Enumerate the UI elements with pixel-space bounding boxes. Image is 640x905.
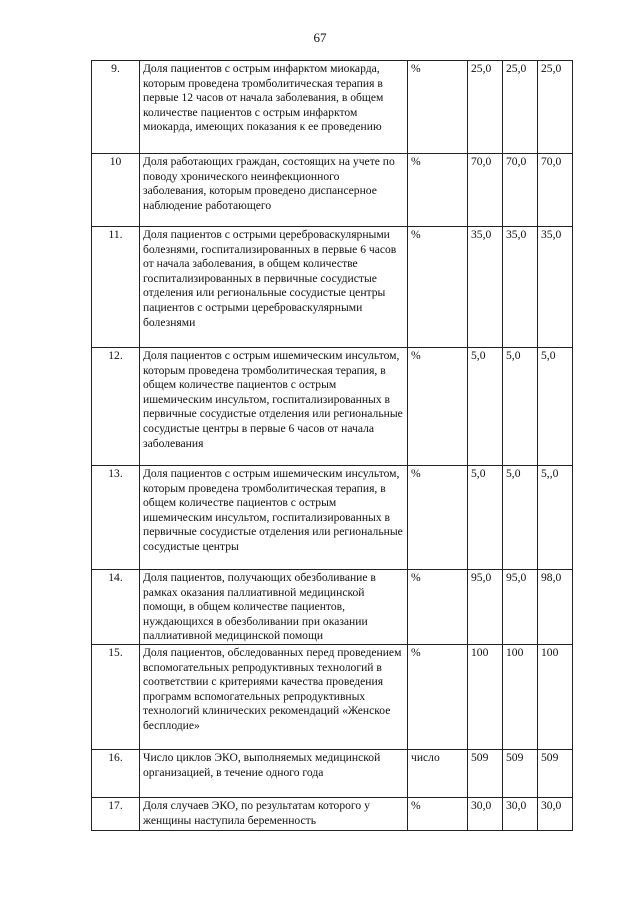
value-cell: 509 [503,749,538,797]
value-cell: 35,0 [468,227,503,348]
page-number: 67 [313,30,327,45]
value-cell: 95,0 [468,570,503,645]
value-cell: 35,0 [503,227,538,348]
row-number: 13. [92,466,140,570]
value-cell: 95,0 [503,570,538,645]
value-cell: 509 [468,749,503,797]
unit-cell: % [408,570,468,645]
value-cell: 25,0 [468,61,503,154]
value-cell: 5,0 [503,466,538,570]
row-number: 10 [92,154,140,227]
table-row [92,797,573,830]
table-row [92,348,573,466]
indicator-description: Доля работающих граждан, состоящих на учете по поводу хронического неинфекционного заболевания, которым проведено диспансерное наблюдение работающего [140,154,408,227]
table-row [92,644,573,749]
row-number: 14. [92,570,140,645]
indicator-description: Доля пациентов с острым ишемическим инсультом, которым проведена тромболитическая терапия, в общем количестве пациентов с острым ишемическим инсультом, госпитализированных в первичные сосудистые отделения или региональные сосудистые центры в первые 6 часов от начала заболевания [140,348,408,466]
value-cell: 5,0 [503,348,538,466]
value-cell: 5,,0 [538,466,573,570]
unit-cell: % [408,348,468,466]
value-cell: 5,0 [468,466,503,570]
unit-cell: число [408,749,468,797]
value-cell: 35,0 [538,227,573,348]
value-cell: 25,0 [503,61,538,154]
indicators-table [91,60,573,831]
unit-cell: % [408,227,468,348]
value-cell: 509 [538,749,573,797]
row-number: 11. [92,227,140,348]
value-cell: 25,0 [538,61,573,154]
table-row [92,61,573,154]
row-number: 9. [92,61,140,154]
table-row [92,570,573,645]
value-cell: 100 [468,644,503,749]
value-cell: 30,0 [538,797,573,830]
value-cell: 100 [538,644,573,749]
indicator-description: Доля пациентов с острыми цереброваскулярными болезнями, госпитализированных в первые 6 часов от начала заболевания, в общем количестве госпитализированных в первичные сосудистые отделения или региональные сосудистые центры пациентов с острыми цереброваскулярными болезнями [140,227,408,348]
value-cell: 5,0 [538,348,573,466]
table-row [92,466,573,570]
row-number: 15. [92,644,140,749]
table-row [92,154,573,227]
indicator-description: Доля пациентов, получающих обезболивание в рамках оказания паллиативной медицинской помощи, в общем количестве пациентов, нуждающихся в обезболивании при оказании паллиативной медицинской помощи [140,570,408,645]
indicator-description: Доля пациентов, обследованных перед проведением вспомогательных репродуктивных технологий в соответствии с критериями качества проведения программ вспомогательных репродуктивных технологий клинических рекомендаций «Женское бесплодие» [140,644,408,749]
unit-cell: % [408,797,468,830]
indicator-description: Доля пациентов с острым ишемическим инсультом, которым проведена тромболитическая терапия, в общем количестве пациентов с острым ишемическим инсультом, госпитализированных в первичные сосудистые отделения или региональные сосудистые центры [140,466,408,570]
unit-cell: % [408,61,468,154]
unit-cell: % [408,466,468,570]
value-cell: 70,0 [468,154,503,227]
row-number: 16. [92,749,140,797]
indicator-description: Доля пациентов с острым инфарктом миокарда, которым проведена тромболитическая терапия в первые 12 часов от начала заболевания, в общем количестве пациентов с острым инфарктом миокарда, имеющих показания к ее проведению [140,61,408,154]
indicator-description: Доля случаев ЭКО, по результатам которого у женщины наступила беременность [140,797,408,830]
value-cell: 70,0 [538,154,573,227]
value-cell: 100 [503,644,538,749]
value-cell: 70,0 [503,154,538,227]
row-number: 12. [92,348,140,466]
indicator-description: Число циклов ЭКО, выполняемых медицинской организацией, в течение одного года [140,749,408,797]
unit-cell: % [408,644,468,749]
table-row [92,227,573,348]
unit-cell: % [408,154,468,227]
row-number: 17. [92,797,140,830]
value-cell: 5,0 [468,348,503,466]
value-cell: 30,0 [503,797,538,830]
value-cell: 98,0 [538,570,573,645]
value-cell: 30,0 [468,797,503,830]
table-row [92,749,573,797]
